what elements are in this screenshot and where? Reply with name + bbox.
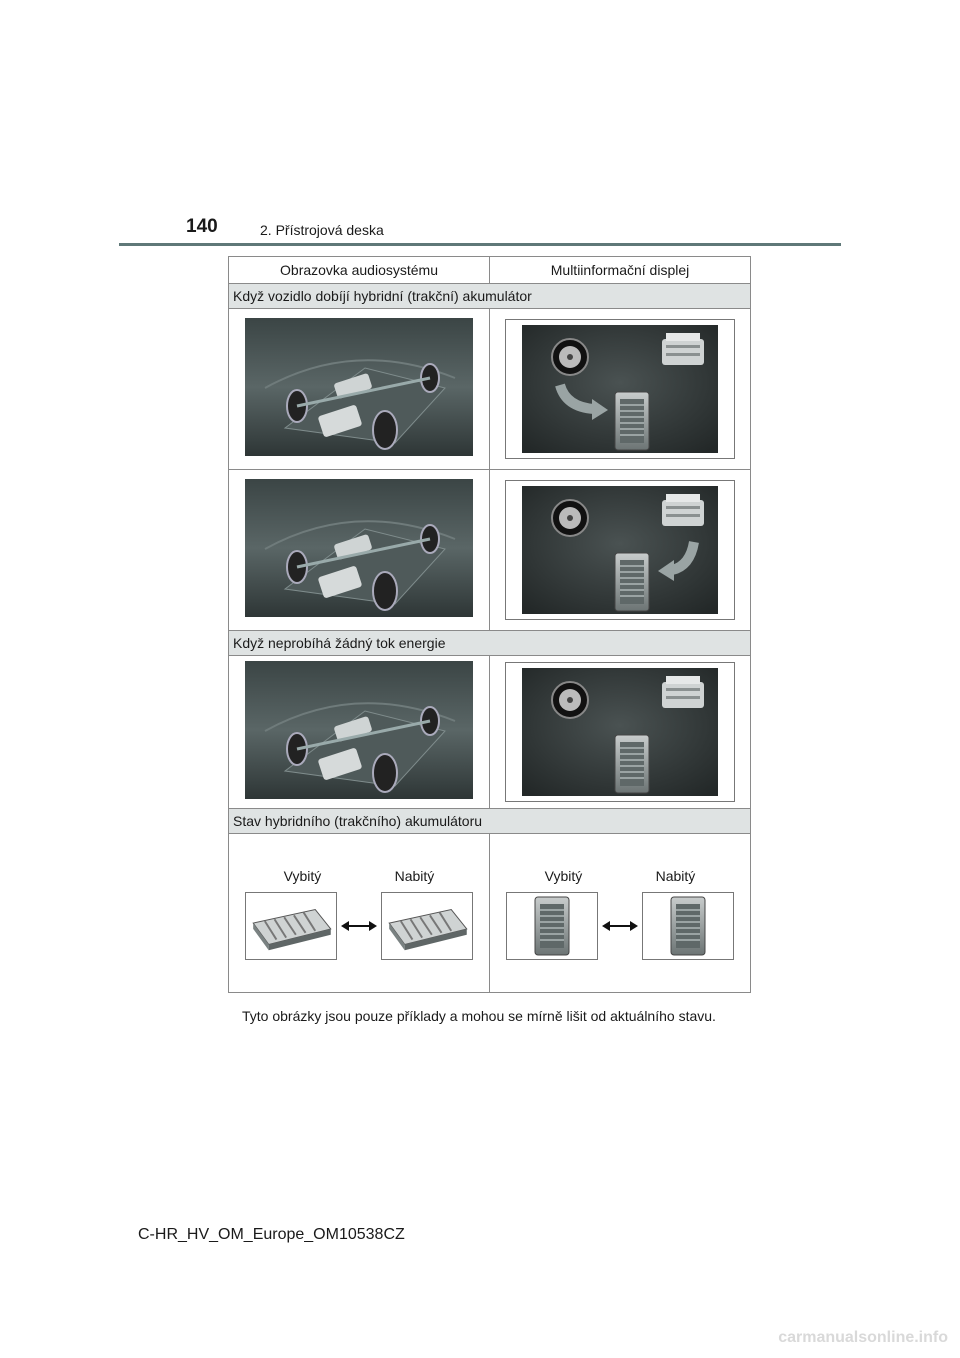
double-arrow-icon xyxy=(602,918,638,934)
mid-frame xyxy=(505,319,735,459)
footnote: Tyto obrázky jsou pouze příklady a mohou se mírně lišit od aktuálního stavu. xyxy=(242,1008,716,1024)
double-arrow-icon xyxy=(341,918,377,934)
section-status: Stav hybridního (trakčního) akumulátoru xyxy=(229,809,751,834)
section-no-flow: Když neprobíhá žádný tok energie xyxy=(229,631,751,656)
mid-frame xyxy=(505,662,735,802)
audio-cell xyxy=(229,470,490,631)
car-chassis-image xyxy=(245,479,473,617)
watermark: carmanualsonline.info xyxy=(778,1329,948,1346)
multi-cell xyxy=(490,309,751,470)
section-title: 2. Přístrojová deska xyxy=(260,222,384,238)
column-header-audio: Obrazovka audiosystému xyxy=(229,257,490,284)
label-charged: Nabitý xyxy=(394,868,435,884)
page-number: 140 xyxy=(186,216,218,237)
flat-battery-charged xyxy=(381,892,473,960)
energy-flow-wheel-to-battery xyxy=(522,325,718,453)
mid-frame xyxy=(505,480,735,620)
document-code: C-HR_HV_OM_Europe_OM10538CZ xyxy=(138,1226,405,1243)
header-rule xyxy=(119,243,841,246)
car-chassis-image xyxy=(245,661,473,799)
audio-cell xyxy=(229,309,490,470)
column-header-multi: Multiinformační displej xyxy=(490,257,751,284)
upright-battery-discharged xyxy=(506,892,598,960)
upright-battery-charged xyxy=(642,892,734,960)
multi-battery-status-cell xyxy=(490,834,751,993)
energy-monitor-table xyxy=(228,256,751,993)
label-discharged: Vybitý xyxy=(283,868,322,884)
multi-cell xyxy=(490,470,751,631)
audio-cell xyxy=(229,656,490,809)
label-charged: Nabitý xyxy=(655,868,696,884)
flat-battery-discharged xyxy=(245,892,337,960)
energy-flow-engine-to-battery xyxy=(522,486,718,614)
section-charging: Když vozidlo dobíjí hybridní (trakční) akumulátor xyxy=(229,284,751,309)
audio-battery-status-cell xyxy=(229,834,490,993)
car-chassis-image xyxy=(245,318,473,456)
energy-flow-none xyxy=(522,668,718,796)
label-discharged: Vybitý xyxy=(544,868,583,884)
multi-cell xyxy=(490,656,751,809)
